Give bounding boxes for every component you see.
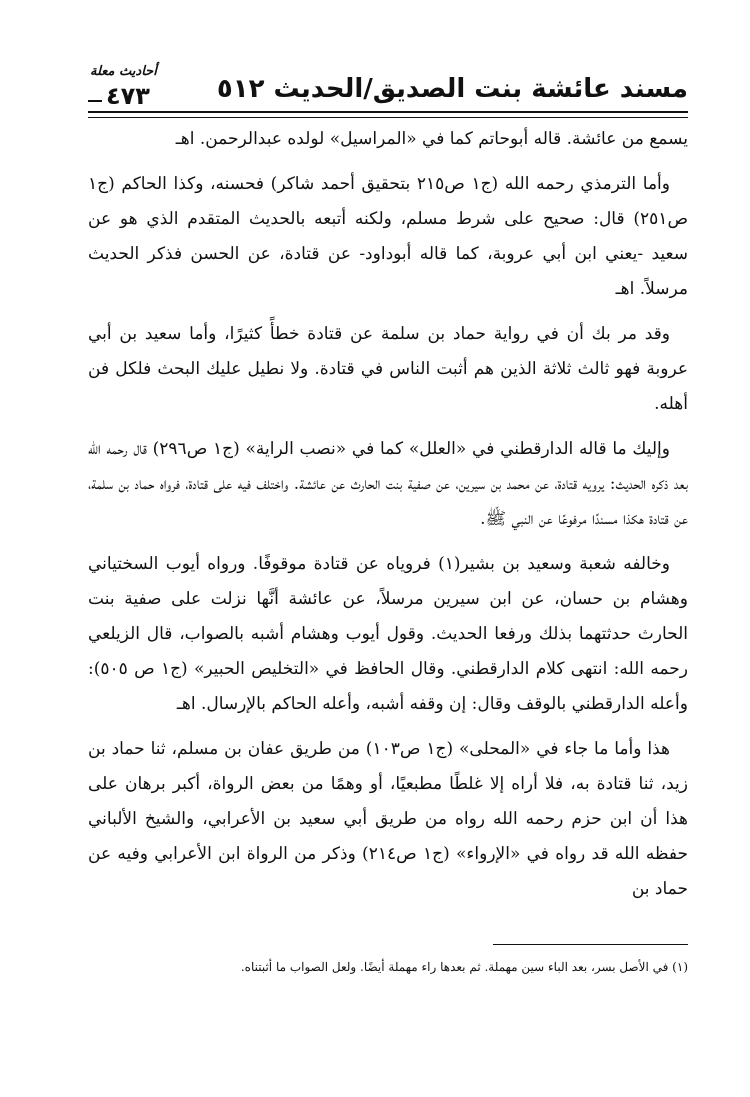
footnote-divider (493, 944, 688, 945)
page-number-dash (88, 100, 102, 102)
page-title: مسند عائشة بنت الصديق/الحديث ٥١٢ (216, 74, 688, 104)
page-number: ٤٧٣ (106, 82, 150, 110)
handwritten-note: أحاديث معلة (90, 64, 157, 79)
paragraph-4: وإليك ما قاله الدارقطني في «العلل» كما في «نصب الراية» (ج١ ص٢٩٦) قال رحمه الله بعد ذكره الحديث: يرويه قتادة، عن محمد بن سيرين، عن صفية بنت الحارث عن عائشة. واختلف فيه على قتادة، فرواه حماد بن سلمة، عن قتادة هكذا مسندًا مرفوعًا عن النبي ﷺ. (88, 439, 688, 529)
main-text (88, 122, 688, 917)
paragraph-5: وخالفه شعبة وسعيد بن بشير(١) فروياه عن قتادة موقوفًا. ورواه أيوب السختياني وهشام بن حسان، عن ابن سيرين مرسلاً، عن عائشة أنَّها نزلت على صفية بنت الحارث حدثتهما بذلك ورفعا الحديث. وقول أيوب وهشام أشبه بالصواب، قال الزيلعي رحمه الله: انتهى كلام الدارقطني. وقال الحافظ في «التخليص الحبير» (ج١ ص ٥٠٥): وأعله الدارقطني بالوقف وقال: إن وقفه أشبه، وأعله الحاكم بالإرسال. اهـ (88, 554, 688, 714)
paragraph-1: يسمع من عائشة. قاله أبوحاتم كما في «المراسيل» لولده عبدالرحمن. اهـ (175, 129, 688, 149)
footnote: (١) في الأصل بسر، بعد الباء سين مهملة. ثم بعدها راء مهملة أيضًا. ولعل الصواب ما أثبتناه. (240, 960, 688, 974)
paragraph-6: هذا وأما ما جاء في «المحلى» (ج١ ص١٠٣) من طريق عفان بن مسلم، ثنا حماد بن زيد، ثنا قتادة به، فلا أراه إلا غلطًا مطبعيًا، أو وهمًا من بعض الرواة، أكبر برهان على هذا أن ابن حزم رحمه الله رواه من طريق أبي سعيد بن الأعرابي، والشيخ الألباني حفظه الله قد رواه في «الإرواء» (ج١ ص٢١٤) وذكر من الرواة ابن الأعرابي وفيه عن حماد بن (88, 739, 688, 899)
paragraph-3: وقد مر بك أن في رواية حماد بن سلمة عن قتادة خطأً كثيرًا، وأما سعيد بن أبي عروبة فهو ثالث ثلاثة الذين هم أثبت الناس في قتادة. ولا نطيل عليك البحث فلكل فن أهله. (88, 324, 688, 414)
paragraph-2: وأما الترمذي رحمه الله (ج١ ص٢١٥ بتحقيق أحمد شاكر) فحسنه، وكذا الحاكم (ج١ ص٢٥١) قال: صحيح على شرط مسلم، ولكنه أتبعه بالحديث المتقدم الذي هو عن سعيد -يعني ابن أبي عروبة، كما قاله أبوداود- عن قتادة، عن الحسن فذكر الحديث مرسلاً. اهـ (88, 174, 688, 299)
header-divider (88, 111, 688, 118)
page-header (88, 62, 688, 118)
